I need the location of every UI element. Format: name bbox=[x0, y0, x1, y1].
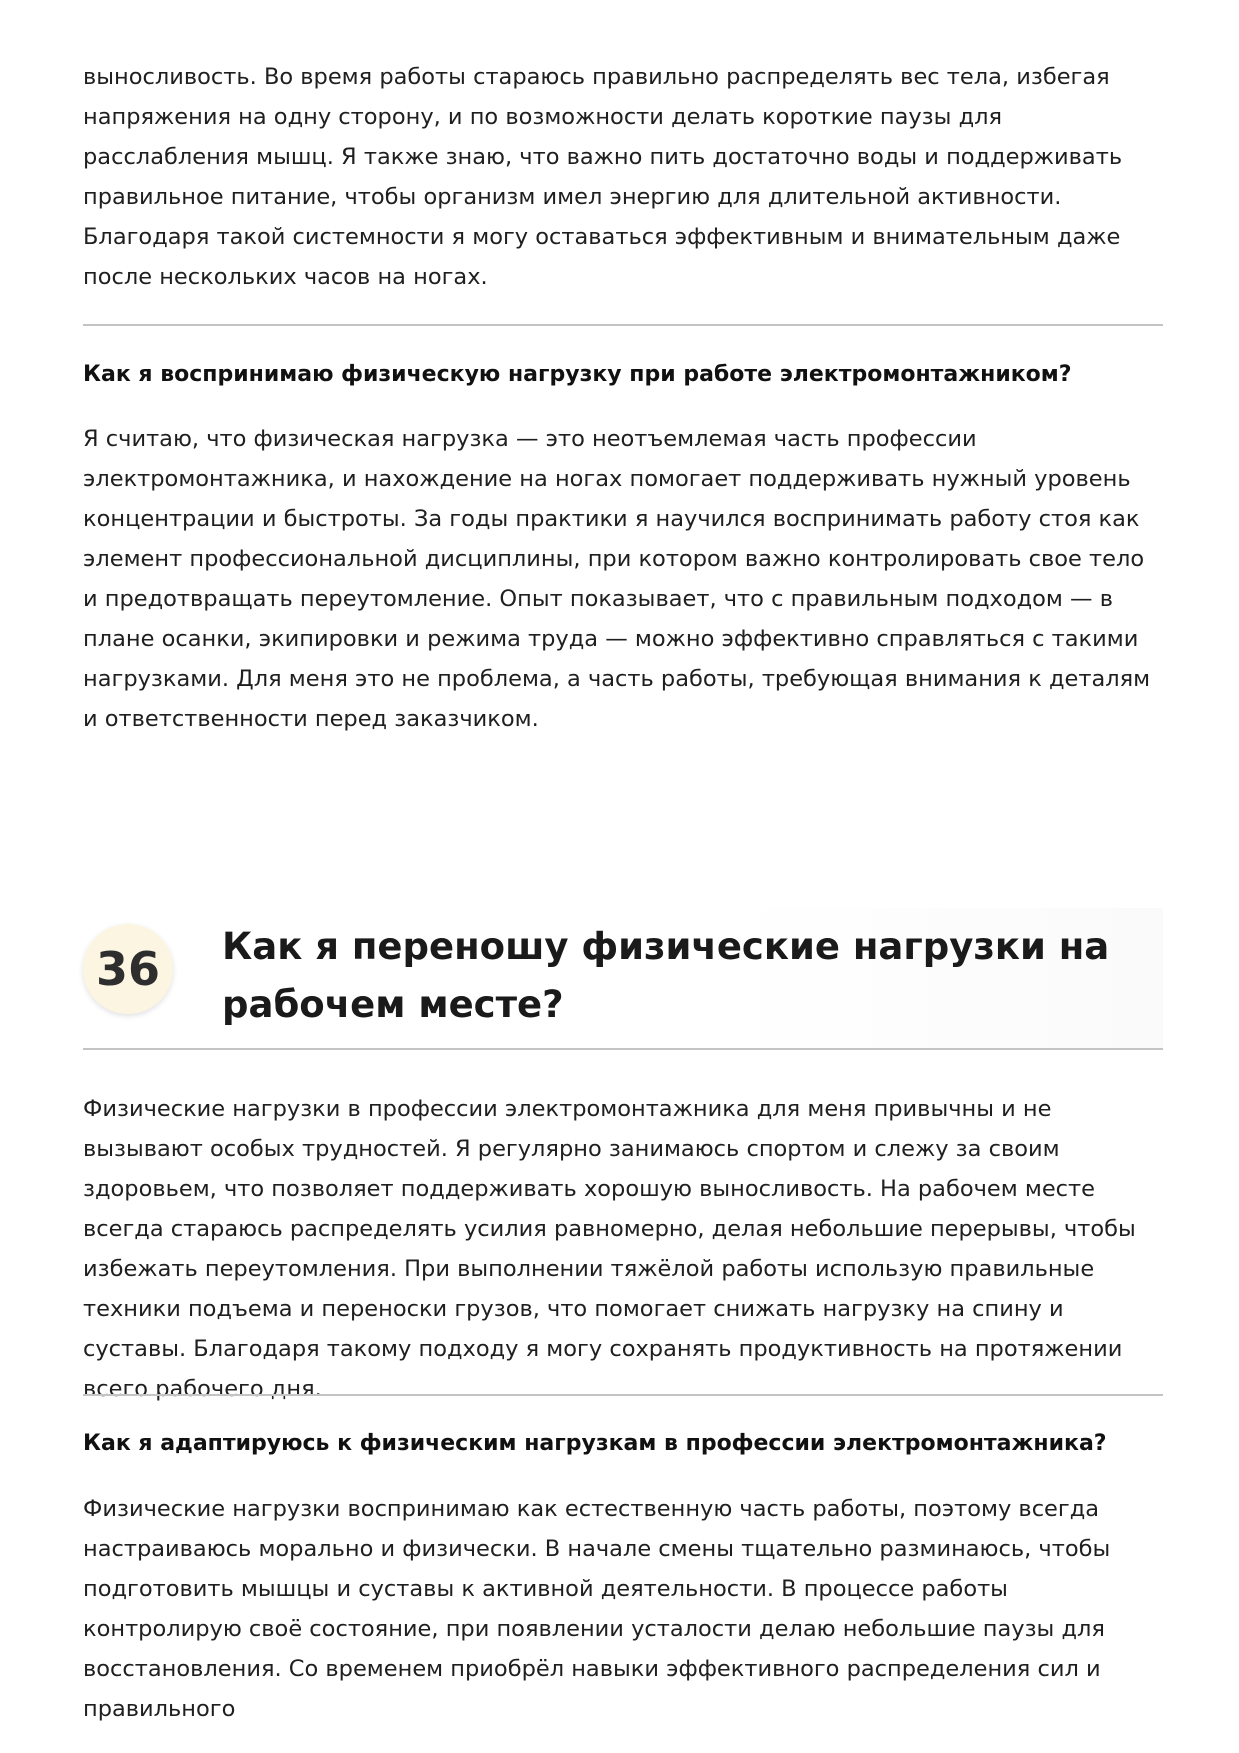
subquestion-title: Как я адаптируюсь к физическим нагрузкам в профессии электромонтажника? bbox=[83, 1431, 1107, 1456]
divider bbox=[83, 1394, 1163, 1396]
divider bbox=[83, 324, 1163, 326]
subquestion-answer: Я считаю, что физическая нагрузка — это неотъемлемая часть профессии электромонтажника, и нахождение на ногах помогает поддерживать нужный уровень концентрации и быстроты. За годы практики я научился воспринимать работу стоя как элемент профессиональной дисциплины, при котором важно контролировать свое тело и предотвращать переутомление. Опыт показывает, что с правильным подходом — в плане осанки, экипировки и режима труда — можно эффективно справляться с такими нагрузками. Для меня это не проблема, а часть работы, требующая внимания к деталям и ответственности перед заказчиком. bbox=[83, 426, 1151, 732]
subquestion-answer: Физические нагрузки воспринимаю как естественную часть работы, поэтому всегда настраиваюсь морально и физически. В начале смены тщательно разминаюсь, чтобы подготовить мышцы и суставы к активной деятельности. В процессе работы контролирую своё состояние, при появлении усталости делаю небольшие паузы для восстановления. Со временем приобрёл навыки эффективного распределения сил и правильного bbox=[83, 1496, 1111, 1722]
section-header bbox=[83, 908, 1163, 1050]
section-title: Как я переношу физические нагрузки на рабочем месте? bbox=[222, 925, 1110, 1026]
section-answer: Физические нагрузки в профессии электромонтажника для меня привычны и не вызывают особых трудностей. Я регулярно занимаюсь спортом и слежу за своим здоровьем, что позволяет поддерживать хорошую выносливость. На рабочем месте всегда стараюсь распределять усилия равномерно, делая небольшие перерывы, чтобы избежать переутомления. При выполнении тяжёлой работы использую правильные техники подъема и переноски грузов, что помогает снижать нагрузку на спину и суставы. Благодаря такому подходу я могу сохранять продуктивность на протяжении всего рабочего дня. bbox=[83, 1096, 1136, 1402]
intro-paragraph: выносливость. Во время работы стараюсь правильно распределять вес тела, избегая напряжения на одну сторону, и по возможности делать короткие паузы для расслабления мышц. Я также знаю, что важно пить достаточно воды и поддерживать правильное питание, чтобы организм имел энергию для длительной активности. Благодаря такой системности я могу оставаться эффективным и внимательным даже после нескольких часов на ногах. bbox=[83, 64, 1123, 290]
subquestion-title: Как я воспринимаю физическую нагрузку при работе электромонтажником? bbox=[83, 362, 1072, 387]
section-number-badge: 36 bbox=[83, 924, 173, 1014]
